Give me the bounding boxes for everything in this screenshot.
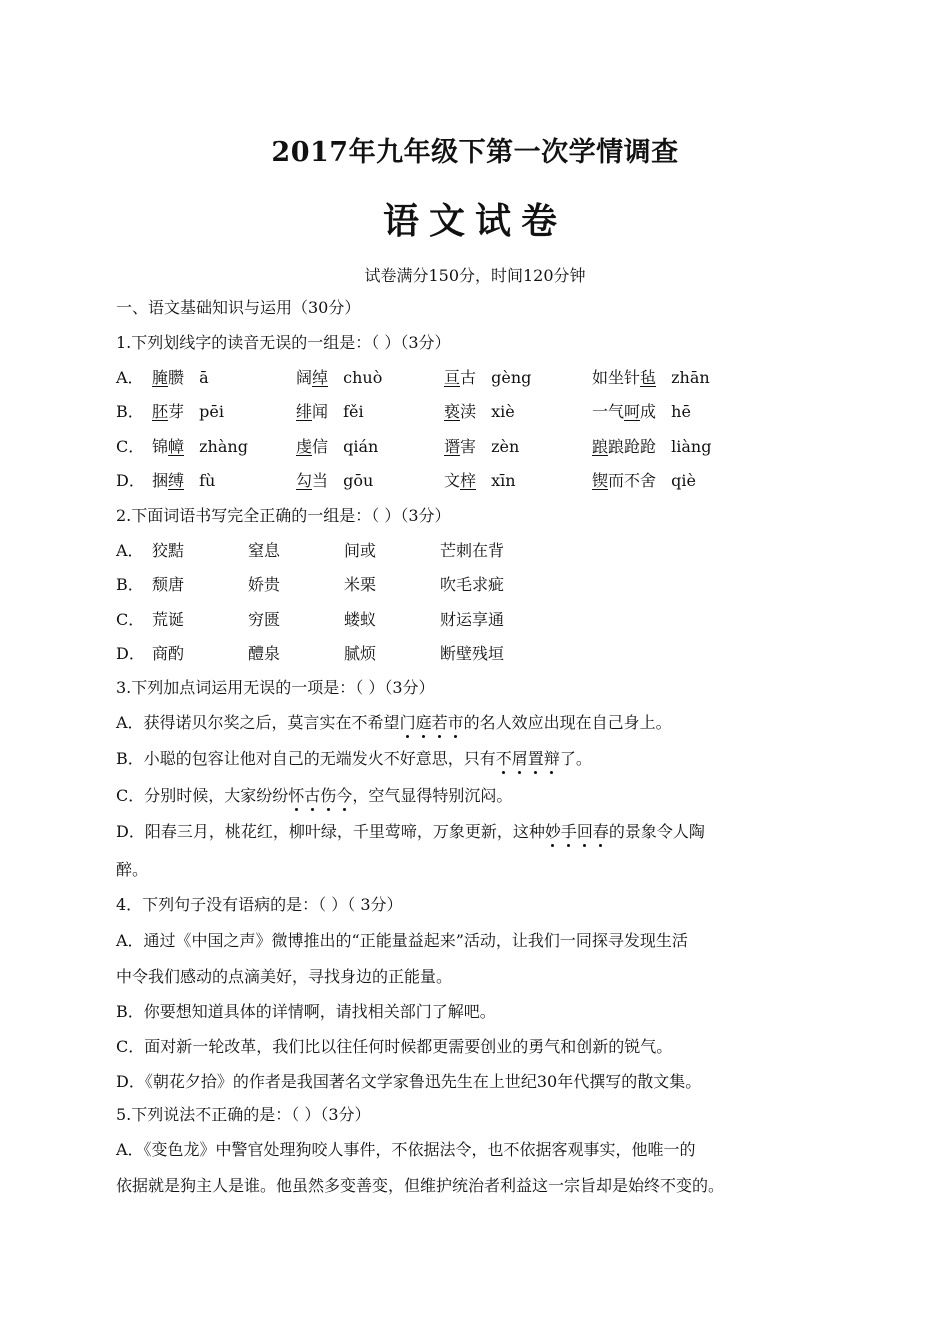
word: 荒诞 <box>152 610 185 629</box>
dotted-char: 屑 <box>511 749 528 768</box>
word-with-pinyin: 勾当 gōu <box>296 471 374 490</box>
word: 芒刺在背 <box>440 541 505 560</box>
word: 蝼蚁 <box>344 610 377 629</box>
pinyin: fù <box>194 471 216 490</box>
question-5-stem: 5.下列说法不正确的是：（ ）（3分） <box>116 1105 371 1124</box>
underlined-char: 亵 <box>444 402 461 421</box>
pinyin: zhān <box>666 368 710 387</box>
dotted-char: 庭 <box>415 713 432 732</box>
question-2-stem: 2.下面词语书写完全正确的一组是：（ ）（3分） <box>116 506 451 525</box>
pinyin: chuò <box>338 368 383 387</box>
underlined-char: 缚 <box>168 471 185 490</box>
option-label: B． <box>116 575 144 594</box>
question-4-option-a-line2: 中令我们感动的点滴美好，寻找身边的正能量。 <box>116 967 453 986</box>
question-4-option-a-line1: A．通过《中国之声》微博推出的“正能量益起来”活动，让我们一同探寻发现生活 <box>116 931 688 950</box>
pinyin: zèn <box>486 437 520 456</box>
word-with-pinyin: 捆缚 fù <box>152 471 216 490</box>
option-c-dotted <box>288 786 352 805</box>
exam-subject: 语文试卷 <box>382 200 567 242</box>
word: 财运享通 <box>440 610 505 629</box>
word: 商酌 <box>152 644 185 663</box>
word-with-pinyin: 锦幛 zhàng <box>152 437 248 456</box>
dotted-char: 伤 <box>320 786 337 805</box>
option-label: D． <box>116 471 145 490</box>
word-with-pinyin: 如坐针毡 zhān <box>592 368 710 387</box>
pinyin: hē <box>666 402 691 421</box>
question-3-option-d <box>116 821 705 843</box>
option-b-dotted <box>496 749 560 768</box>
underlined-char: 绯 <box>296 402 313 421</box>
word-with-pinyin: 踉踉跄跄 liàng <box>592 437 712 456</box>
option-b-pre: B．小聪的包容让他对自己的无端发火不好意思，只有 <box>116 749 496 768</box>
dotted-char: 古 <box>304 786 321 805</box>
underlined-char: 亘 <box>444 368 461 387</box>
pinyin: liàng <box>666 437 712 456</box>
dotted-char: 置 <box>527 749 544 768</box>
word-with-pinyin: 谮害 zèn <box>444 437 520 456</box>
option-label: D． <box>116 644 145 663</box>
pinyin: fěi <box>338 402 364 421</box>
dotted-char: 辩 <box>543 749 560 768</box>
underlined-char: 腌 <box>152 368 169 387</box>
word-with-pinyin: 虔信 qián <box>296 437 379 456</box>
pinyin: zhàng <box>194 437 248 456</box>
dotted-char: 今 <box>336 786 353 805</box>
dotted-char: 不 <box>495 749 512 768</box>
word-with-pinyin: 绯闻 fěi <box>296 402 364 421</box>
pinyin: qiè <box>666 471 696 490</box>
word: 窒息 <box>248 541 281 560</box>
pinyin: qián <box>338 437 379 456</box>
underlined-char: 毡 <box>640 368 657 387</box>
option-label: C． <box>116 437 145 456</box>
exam-title: 2017年九年级下第一次学情调查 <box>271 137 679 168</box>
word-with-pinyin: 胚芽 pēi <box>152 402 224 421</box>
option-c-pre: C．分别时候，大家纷纷 <box>116 786 289 805</box>
underlined-char: 胚 <box>152 402 169 421</box>
word: 颓唐 <box>152 575 185 594</box>
underlined-char: 勾 <box>296 471 313 490</box>
word-with-pinyin: 腌臜 ā <box>152 368 209 387</box>
question-5-option-a-line1: A．《变色龙》中警官处理狗咬人事件，不依据法令，也不依据客观事实，他唯一的 <box>116 1140 696 1159</box>
dotted-char: 市 <box>447 713 464 732</box>
dotted-char: 妙 <box>544 822 561 841</box>
word-with-pinyin: 亵渎 xiè <box>444 402 515 421</box>
question-4-option-d: D．《朝花夕拾》的作者是我国著名文学家鲁迅先生在上世纪30年代撰写的散文集。 <box>116 1072 702 1091</box>
question-4-option-b: B．你要想知道具体的详情啊，请找相关部门了解吧。 <box>116 1002 496 1021</box>
underlined-char: 幛 <box>168 437 185 456</box>
word: 腻烦 <box>344 644 377 663</box>
word: 穷匮 <box>248 610 281 629</box>
word: 间或 <box>344 541 377 560</box>
dotted-char: 手 <box>560 822 577 841</box>
word-with-pinyin: 文梓 xīn <box>444 471 516 490</box>
word-with-pinyin: 锲而不舍 qiè <box>592 471 696 490</box>
question-3-stem: 3.下列加点词运用无误的一项是：（ ）（3分） <box>116 678 435 697</box>
option-a-post: 的名人效应出现在自己身上。 <box>463 713 672 732</box>
option-label: C． <box>116 610 145 629</box>
underlined-char: 绰 <box>312 368 329 387</box>
question-3-option-d-cont: 醉。 <box>116 860 149 879</box>
underlined-char: 呵 <box>624 402 641 421</box>
word-with-pinyin: 阔绰 chuò <box>296 368 383 387</box>
word-with-pinyin: 一气呵成 hē <box>592 402 691 421</box>
word: 狡黠 <box>152 541 185 560</box>
pinyin: pēi <box>194 402 224 421</box>
word: 娇贵 <box>248 575 281 594</box>
pinyin: xīn <box>486 471 516 490</box>
word: 断壁残垣 <box>440 644 505 663</box>
question-4-stem: 4．下列句子没有语病的是：（ ）（ 3分） <box>116 895 403 914</box>
underlined-char: 梓 <box>460 471 477 490</box>
dotted-char: 回 <box>576 822 593 841</box>
question-3-option-b <box>116 748 592 770</box>
option-label: A． <box>116 541 144 560</box>
pinyin: ā <box>194 368 209 387</box>
option-a-dotted <box>400 713 464 732</box>
word: 醴泉 <box>248 644 281 663</box>
underlined-char: 虔 <box>296 437 313 456</box>
option-d-dotted <box>545 822 609 841</box>
option-a-pre: A．获得诺贝尔奖之后，莫言实在不希望 <box>116 713 400 732</box>
underlined-char: 踉 <box>592 437 609 456</box>
pinyin: gèng <box>486 368 532 387</box>
underlined-char: 锲 <box>592 471 609 490</box>
underlined-char: 谮 <box>444 437 461 456</box>
dotted-char: 怀 <box>288 786 305 805</box>
question-4-option-c: C．面对新一轮改革，我们比以往任何时候都更需要创业的勇气和创新的锐气。 <box>116 1037 673 1056</box>
option-label: B． <box>116 402 144 421</box>
pinyin: xiè <box>486 402 515 421</box>
pinyin: gōu <box>338 471 374 490</box>
word: 米栗 <box>344 575 377 594</box>
question-3-option-a <box>116 712 672 734</box>
option-label: A． <box>116 368 144 387</box>
dotted-char: 春 <box>592 822 609 841</box>
word: 吹毛求疵 <box>440 575 505 594</box>
dotted-char: 若 <box>431 713 448 732</box>
question-5-option-a-line2: 依据就是狗主人是谁。他虽然多变善变，但维护统治者利益这一宗旨却是始终不变的。 <box>116 1176 725 1195</box>
option-b-post: 了。 <box>559 749 592 768</box>
exam-info: 试卷满分150分，时间120分钟 <box>364 266 586 285</box>
word-with-pinyin: 亘古 gèng <box>444 368 532 387</box>
option-c-post: ，空气显得特别沉闷。 <box>352 786 513 805</box>
option-d-pre: D．阳春三月，桃花红，柳叶绿，千里莺啼，万象更新，这种 <box>116 822 545 841</box>
section-heading: 一、语文基础知识与运用（30分） <box>116 298 361 317</box>
option-d-post: 的景象令人陶 <box>608 822 705 841</box>
question-3-option-c <box>116 785 512 807</box>
question-1-stem: 1.下列划线字的读音无误的一组是：（ ）（3分） <box>116 333 451 352</box>
dotted-char: 门 <box>399 713 416 732</box>
